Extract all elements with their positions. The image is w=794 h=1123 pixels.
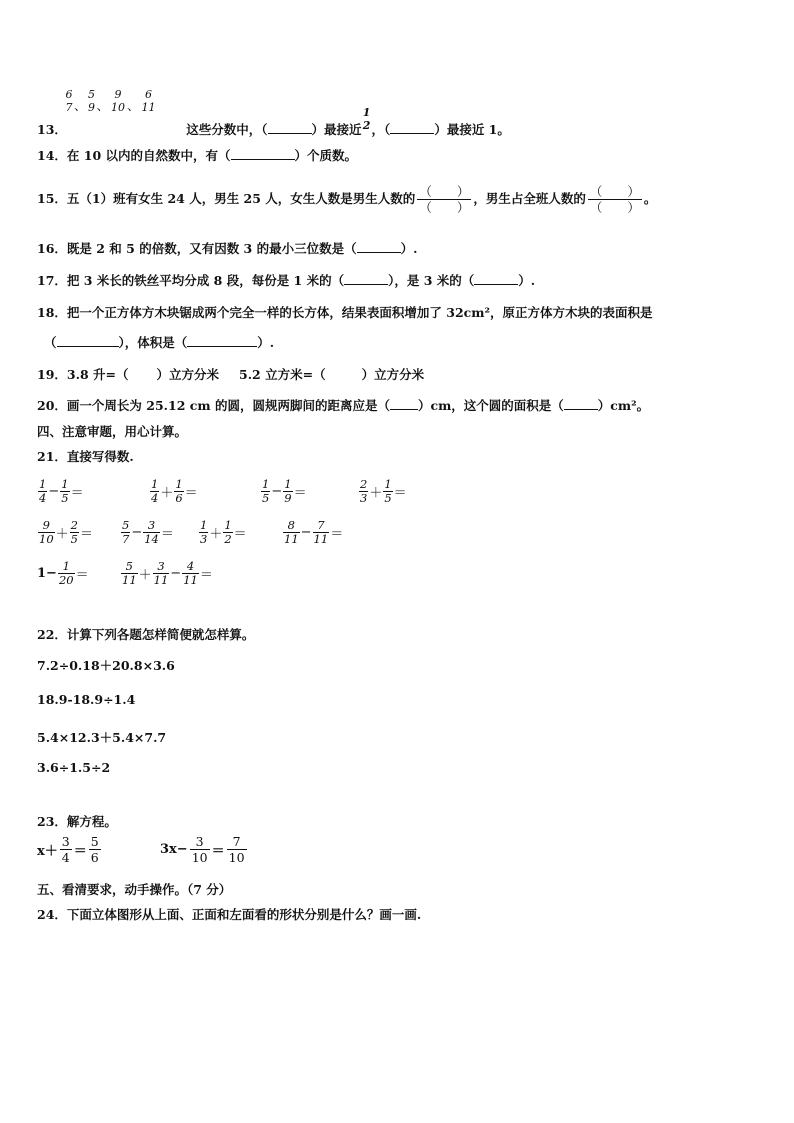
question-20: 20．画一个周长为 25.12 cm 的圆，圆规两脚间的距离应是（ ）cm，这个圆的面积是（ ）cm²。 — [37, 398, 650, 413]
q23-equation-1: x＋ $\frac{3}{4}$ ＝ $\frac{5}{6}$ — [37, 834, 99, 865]
q21-expr-9: 1− $\frac{1}{20}$ ＝ — [37, 559, 89, 587]
section-4-heading: 四、注意审题，用心计算。 — [37, 424, 188, 439]
q22-item-4: 3.6÷1.5÷2 — [37, 760, 111, 775]
question-22: 22．计算下列各题怎样简便就怎样算。 — [37, 627, 255, 642]
q23-equation-2: 3x− $\frac{3}{10}$ ＝ $\frac{7}{10}$ — [160, 834, 245, 865]
q22-item-3: 5.4×12.3＋5.4×7.7 — [37, 730, 167, 745]
q18-blank-2[interactable] — [187, 334, 257, 347]
q22-item-2: 18.9-18.9÷1.4 — [37, 692, 136, 707]
q14-blank[interactable] — [231, 147, 295, 160]
fraction-9-10: 9 10 — [111, 88, 126, 114]
q15-fraction-blank-2[interactable]: $\frac{( )}{( )}$ — [589, 184, 640, 215]
q17-blank-1[interactable] — [344, 272, 388, 285]
section-5-heading: 五、看清要求，动手操作。（7 分） — [37, 882, 232, 897]
q21-expr-10: $\frac{5}{11}$ ＋ $\frac{3}{11}$ − $\frac{4}{11}$ ＝ — [122, 559, 213, 587]
fraction-5-9: 5 9 — [88, 88, 96, 114]
q13-blank-1[interactable] — [268, 121, 312, 134]
question-18: 18．把一个正方体方木块锯成两个完全一样的长方体，结果表面积增加了 32cm²，原正方体方木块的表面积是 — [37, 305, 653, 320]
q21-expr-5: $\frac{9}{10}$ ＋ $\frac{2}{5}$ ＝ — [39, 518, 93, 546]
q21-expr-2: $\frac{1}{4}$ ＋ $\frac{1}{6}$ ＝ — [151, 477, 198, 505]
q21-expr-1: $\frac{1}{4}$ − $\frac{1}{5}$ ＝ — [39, 477, 84, 505]
question-24: 24．下面立体图形从上面、正面和左面看的形状分别是什么？画一画. — [37, 907, 422, 922]
q17-blank-2[interactable] — [474, 272, 518, 285]
q15-fraction-blank-1[interactable]: $\frac{( )}{( )}$ — [419, 184, 470, 215]
question-15: 15．五（1）班有女生 24 人，男生 25 人，女生人数是男生人数的 $\frac{( )}{( )}$ ，男生占全班人数的 $\frac{( )}{( )}$ 。 — [37, 184, 657, 215]
q22-item-1: 7.2÷0.18＋20.8×3.6 — [37, 658, 175, 673]
question-17: 17．把 3 米长的铁丝平均分成 8 段，每份是 1 米的（ ），是 3 米的（ ）. — [37, 273, 536, 288]
fraction-1-2: 1 2 — [362, 106, 371, 132]
question-21: 21．直接写得数. — [37, 449, 134, 464]
q13-number: 13． — [37, 122, 67, 137]
question-18-cont: （ ），体积是（ ）. — [44, 335, 275, 350]
q21-expr-8: $\frac{8}{11}$ − $\frac{7}{11}$ ＝ — [284, 518, 344, 546]
fraction-6-7: 6 7 — [65, 88, 73, 114]
question-19: 19．3.8 升=（ ）立方分米 5.2 立方米=（ ）立方分米 — [37, 367, 425, 382]
q20-blank-1[interactable] — [390, 397, 418, 410]
q13-fraction-row: 6 7 、 5 9 、 9 10 、 6 11 — [65, 88, 156, 114]
q21-expr-6: $\frac{5}{7}$ − $\frac{3}{14}$ ＝ — [122, 518, 174, 546]
q20-blank-2[interactable] — [564, 397, 598, 410]
q16-blank[interactable] — [357, 240, 401, 253]
q21-expr-7: $\frac{1}{3}$ ＋ $\frac{1}{2}$ ＝ — [200, 518, 247, 546]
q21-expr-3: $\frac{1}{5}$ − $\frac{1}{9}$ ＝ — [262, 477, 307, 505]
fraction-6-11: 6 11 — [141, 88, 156, 114]
q18-blank-1[interactable] — [57, 334, 119, 347]
question-14: 14．在 10 以内的自然数中，有（ ）个质数。 — [37, 148, 358, 163]
question-23: 23．解方程。 — [37, 814, 117, 829]
question-13: 13． 这些分数中，（ ）最接近 1 2 ，（ ）最接近 1。 — [37, 106, 510, 137]
q13-blank-2[interactable] — [390, 121, 434, 134]
question-16: 16．既是 2 和 5 的倍数，又有因数 3 的最小三位数是（ ）. — [37, 241, 418, 256]
q21-expr-4: $\frac{2}{3}$ ＋ $\frac{1}{5}$ ＝ — [360, 477, 407, 505]
